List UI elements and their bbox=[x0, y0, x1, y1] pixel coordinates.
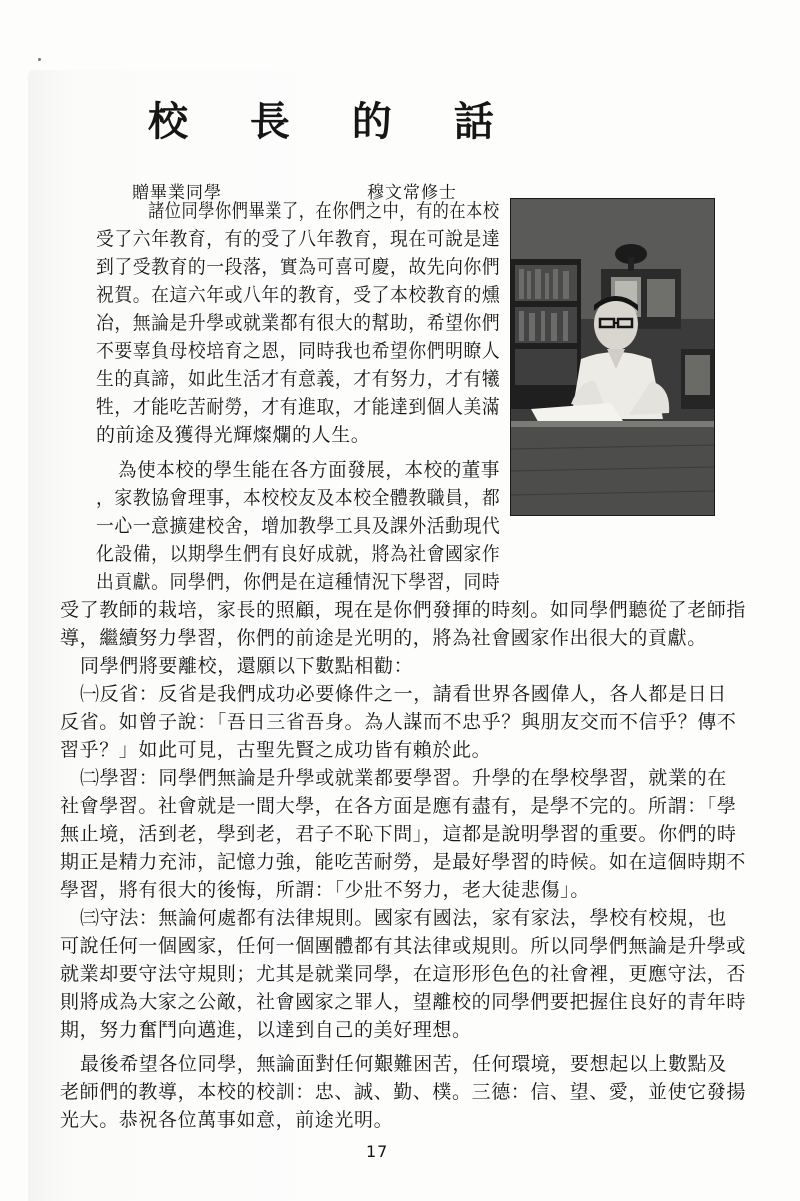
body-line: 導，繼續努力學習，你們的前途是光明的，將為社會國家作出很大的貢獻。 bbox=[60, 627, 707, 649]
body-line: 到了受教育的一段落，實為可喜可慶，故先向你們 bbox=[96, 256, 501, 278]
portrait-photo-icon bbox=[511, 199, 714, 515]
body-line: 期正是精力充沛，記憶力強，能吃苦耐勞，是最好學習的時候。如在這個時期不 bbox=[60, 851, 747, 873]
body-line: 不要辜負母校培育之恩，同時我也希望你們明瞭人 bbox=[96, 340, 501, 362]
body-line: ，家教協會理事，本校校友及本校全體教職員，都 bbox=[96, 487, 501, 509]
scan-dot-mark bbox=[38, 58, 41, 61]
page-number: 17 bbox=[366, 1142, 389, 1161]
principal-portrait-photo bbox=[511, 199, 714, 515]
body-line: 則將成為大家之公敵，社會國家之罪人，望離校的同學們要把握住良好的青年時 bbox=[60, 991, 747, 1013]
body-line: 可說任何一個國家，任何一個團體都有其法律或規則。所以同學們無論是升學或 bbox=[60, 935, 747, 957]
body-line: 老師們的教導，本校的校訓：忠、誠、勤、樸。三德：信、望、愛，並使它發揚 bbox=[60, 1081, 747, 1103]
body-line: 受了教師的栽培，家長的照顧，現在是你們發揮的時刻。如同學們聽從了老師指 bbox=[60, 599, 747, 621]
body-line: ㈡學習：同學們無論是升學或就業都要學習。升學的在學校學習，就業的在 bbox=[80, 767, 727, 789]
body-line: 同學們將要離校，還願以下數點相勸： bbox=[80, 655, 414, 677]
body-line: ㈢守法：無論何處都有法律規則。國家有國法，家有家法，學校有校規，也 bbox=[80, 907, 727, 929]
body-line: 化設備，以期學生們有良好成就，將為社會國家作 bbox=[96, 543, 501, 565]
body-line: 的前途及獲得光輝燦爛的人生。 bbox=[96, 424, 371, 446]
dedication-line: 贈畢業同學 bbox=[132, 183, 222, 203]
body-line: 學習，將有很大的後悔，所謂：「少壯不努力，老大徒悲傷」。 bbox=[60, 879, 590, 901]
body-line: 牲，才能吃苦耐勞，才有進取，才能達到個人美滿 bbox=[96, 396, 501, 418]
body-line: 一心一意擴建校舍，增加教學工具及課外活動現代 bbox=[96, 515, 501, 537]
body-line: 祝賀。在這六年或八年的教育，受了本校教育的燻 bbox=[96, 284, 501, 306]
author-name: 穆文常修士 bbox=[367, 183, 457, 203]
body-line: 光大。恭祝各位萬事如意，前途光明。 bbox=[60, 1109, 394, 1131]
body-line: 反省。如曾子說：「吾日三省吾身。為人謀而不忠乎？與朋友交而不信乎？傳不 bbox=[60, 711, 737, 733]
body-line: 為使本校的學生能在各方面發展，本校的董事 bbox=[118, 459, 501, 481]
body-line: 習乎？」如此可見，古聖先賢之成功皆有賴於此。 bbox=[60, 739, 492, 761]
page-title: 校 長 的 話 bbox=[148, 98, 518, 145]
body-line: 最後希望各位同學，無論面對任何艱難困苦，任何環境，要想起以上數點及 bbox=[80, 1053, 727, 1075]
body-line: 受了六年教育，有的受了八年教育，現在可說是達 bbox=[96, 228, 501, 250]
body-line: ㈠反省：反省是我們成功必要條件之一，請看世界各國偉人，各人都是日日 bbox=[80, 683, 727, 705]
body-line: 出貢獻。同學們，你們是在這種情況下學習，同時 bbox=[96, 571, 501, 593]
body-line: 社會學習。社會就是一間大學，在各方面是應有盡有，是學不完的。所謂：「學 bbox=[60, 795, 737, 817]
body-line: 生的真諦，如此生活才有意義，才有努力，才有犧 bbox=[96, 368, 501, 390]
body-line: 期，努力奮鬥向邁進，以達到自己的美好理想。 bbox=[60, 1019, 472, 1041]
body-line: 諸位同學你們畢業了，在你們之中，有的在本校 bbox=[148, 200, 500, 222]
body-line: 無止境，活到老，學到老，君子不恥下問」，這都是說明學習的重要。你們的時 bbox=[60, 823, 737, 845]
body-line: 冶，無論是升學或就業都有很大的幫助，希望你們 bbox=[96, 312, 501, 334]
body-line: 就業却要守法守規則；尤其是就業同學，在這形形色色的社會裡，更應守法，否 bbox=[60, 963, 747, 985]
